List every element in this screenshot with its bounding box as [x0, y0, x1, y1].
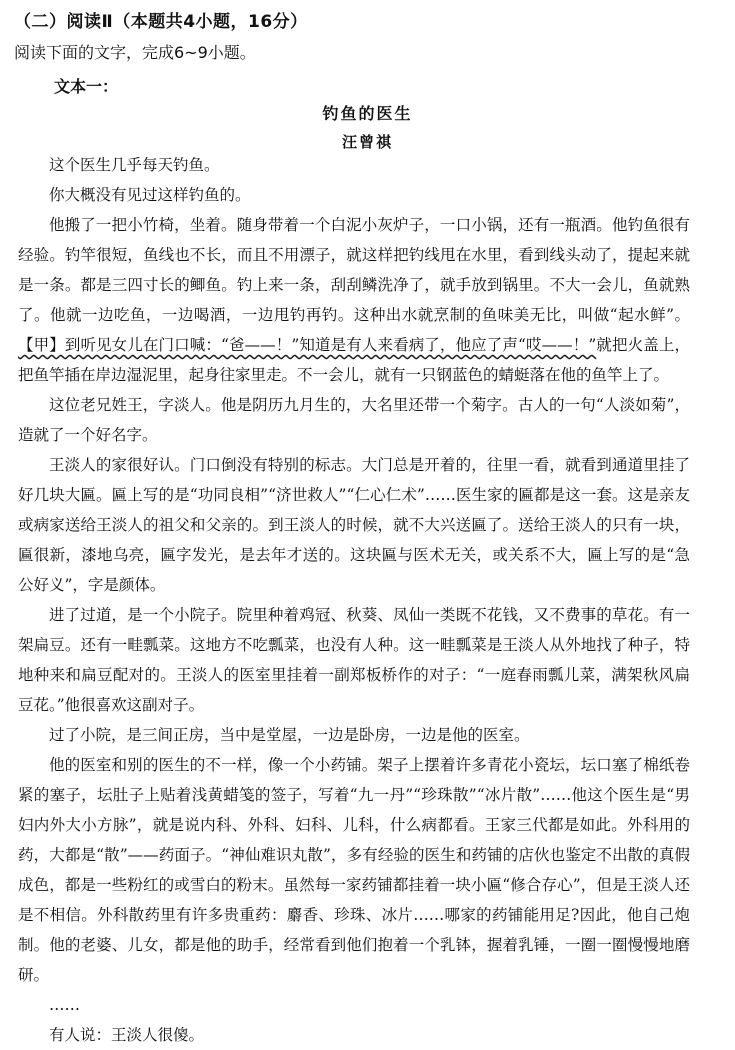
article-body	[18, 150, 690, 1050]
paragraph-5: 王淡人的家很好认。门口倒没有特别的标志。大门总是开着的，往里一看，就看到通道里挂了好几块大匾。匾上写的是“功同良相”“济世救人”“仁心仁术”……医生家的匾都是这一套。这是亲友或病家送给王淡人的祖父和父亲的。到王淡人的时候，就不大兴送匾了。送给王淡人的只有一块，匾很新，漆地乌亮，匾字发光，是去年才送的。这块匾与医术无关，或关系不大，匾上写的是“急公好义”，字是颜体。	[18, 456, 690, 594]
omission-ellipsis: ……	[49, 996, 80, 1014]
text-label: 文本一：	[54, 77, 119, 96]
paragraph-3	[18, 210, 690, 390]
article-author: 汪曾祺	[341, 133, 393, 151]
paragraph-1: 这个医生几乎每天钓鱼。	[49, 156, 220, 174]
article-title: 钓鱼的医生	[322, 104, 413, 123]
instruction-text: 阅读下面的文字，完成6~9小题。	[14, 43, 256, 62]
paragraph-3-tail: 就把火盖上，把鱼竿插在岸边湿泥里，起身往家里走。不一会儿，就有一只钢蓝色的蜻蜓落在他的鱼竿上了。	[18, 336, 690, 384]
paragraph-9: 有人说：王淡人很傻。	[49, 1026, 205, 1044]
paragraph-3-lead: 他搬了一把小竹椅，坐着。随身带着一个白泥小灰炉子，一口小锅，还有一瓶酒。他钓鱼很有经验。钓竿很短，鱼线也不长，而且不用漂子，就这样把钓线甩在水里，看到线头动了，提起来就是一条。都是三四寸长的鲫鱼。钓上来一条，刮刮鳞洗净了，就手放到锅里。不大一会儿，鱼就熟了。他就一边吃鱼，一边喝酒，一边甩钓再钓。这种出水就烹制的鱼味美无比，叫做“起水鲜”。	[18, 216, 690, 324]
marked-passage-jia: 【甲】到听见女儿在门口喊：“爸——！”知道是有人来看病了，他应了声“哎——！”	[18, 336, 597, 354]
paragraph-8: 他的医室和别的医生的不一样，像一个小药铺。架子上摆着许多青花小瓷坛，坛口塞了棉纸卷紧的塞子，坛肚子上贴着浅黄蜡笺的签子，写着“九一丹”“珍珠散”“冰片散”……他这个医生是“男妇内外大小方脉”，就是说内科、外科、妇科、儿科，什么病都看。王家三代都是如此。外科用的药，大都是“散”——药面子。“神仙难识丸散”，多有经验的医生和药铺的店伙也鉴定不出散的真假成色，都是一些粉红的或雪白的粉末。虽然每一家药铺都挂着一块小匾“修合存心”，但是王淡人还是不相信。外科散药里有许多贵重药：麝香、珍珠、冰片……哪家的药铺能用足?因此，他自己炮制。他的老婆、儿女，都是他的助手，经常看到他们抱着一个乳钵，握着乳锤，一圈一圈慢慢地磨研。	[18, 756, 690, 984]
paragraph-2: 你大概没有见过这样钓鱼的。	[49, 186, 251, 204]
section-title: （二）阅读Ⅱ（本题共4小题，16分）	[14, 12, 308, 32]
paragraph-6: 进了过道，是一个小院子。院里种着鸡冠、秋葵、凤仙一类既不花钱，又不费事的草花。有一架扁豆。还有一畦瓢菜。这地方不吃瓢菜，也没有人种。这一畦瓢菜是王淡人从外地找了种子，特地种来和扁豆配对的。王淡人的医室里挂着一副郑板桥作的对子：“一庭春雨瓢儿菜，满架秋风扁豆花。”他很喜欢这副对子。	[18, 606, 690, 714]
paragraph-4: 这位老兄姓王，字淡人。他是阴历九月生的，大名里还带一个菊字。古人的一句“人淡如菊”，造就了一个好名字。	[18, 396, 690, 444]
paragraph-7: 过了小院，是三间正房，当中是堂屋，一边是卧房，一边是他的医室。	[49, 726, 530, 744]
